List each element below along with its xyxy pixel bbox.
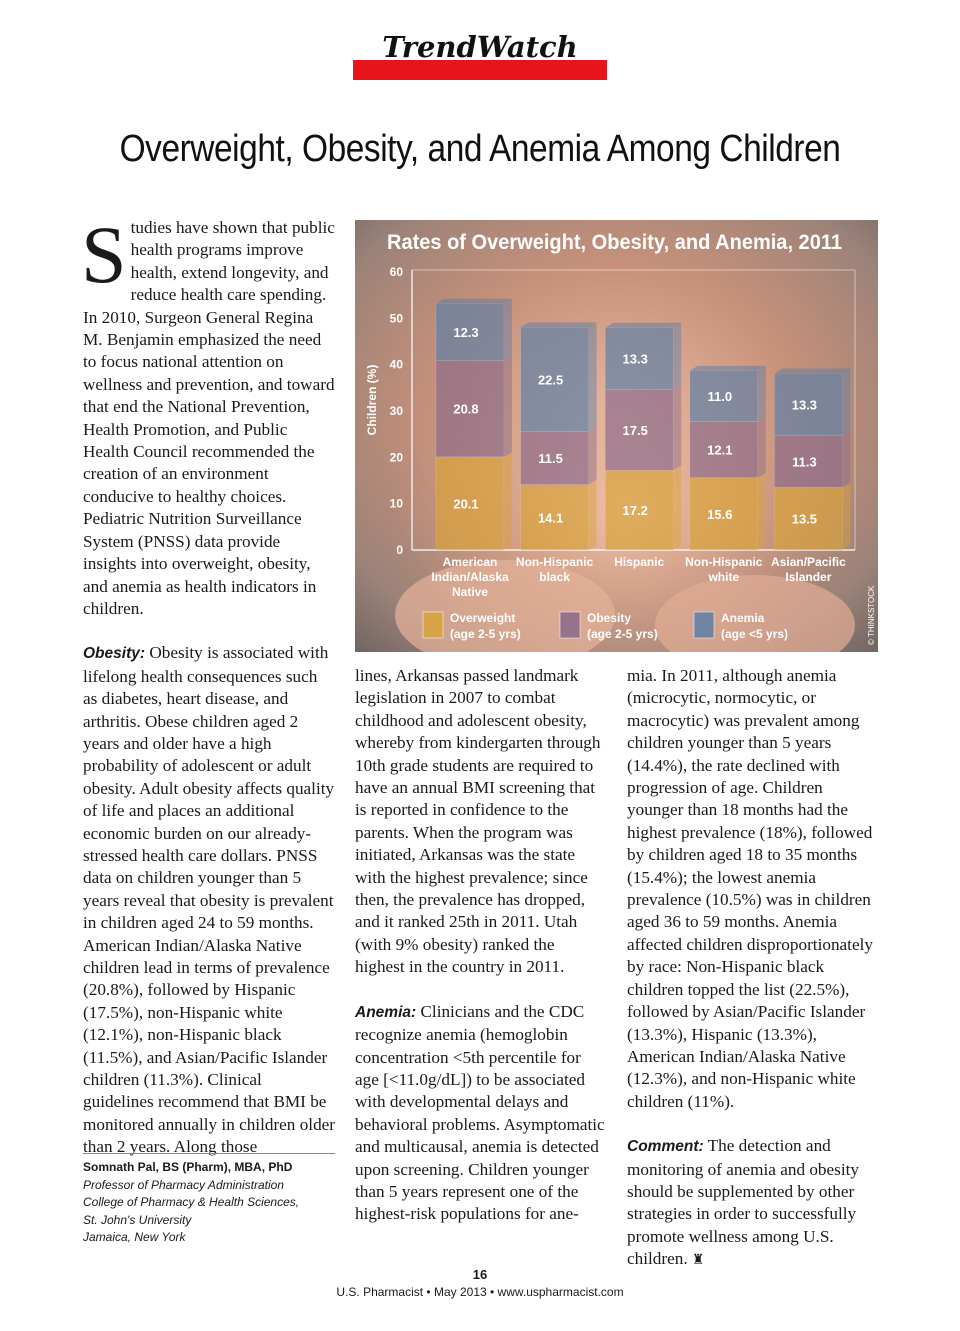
y-axis-label: Children (%) bbox=[365, 364, 379, 436]
drop-cap: S bbox=[81, 209, 127, 300]
x-category-label: American bbox=[442, 555, 498, 569]
x-category-label: Indian/Alaska bbox=[431, 570, 509, 584]
data-label-obesity: 11.3 bbox=[792, 454, 817, 470]
y-tick-label: 60 bbox=[389, 265, 403, 279]
data-label-overweight: 20.1 bbox=[453, 496, 479, 512]
bar-top-face bbox=[690, 366, 766, 371]
anemia-label: Anemia: bbox=[355, 1003, 417, 1021]
legend-swatch-obesity bbox=[560, 612, 580, 638]
x-category-label: Non-Hispanic bbox=[515, 555, 594, 569]
y-tick-label: 40 bbox=[389, 357, 403, 372]
legend-sublabel-anemia: (age <5 yrs) bbox=[721, 627, 789, 641]
arkansas-paragraph: lines, Arkansas passed landmark legislation in 2007 to combat childhood and adolescent obesity, whereby from kindergarten through 10th grade students are required to have an annual BMI screening that is reported in confidence to the parents. When the program was initiated, Arkansas was the state with the highest prevalence; since then, the prevalence has dropped, and it ranked 25th in 2011. Utah (with 9% obesity) ranked the highest in the country in 2011. bbox=[355, 666, 601, 977]
bar-side-anemia bbox=[758, 366, 766, 422]
end-mark: ♜ bbox=[691, 1253, 705, 1269]
obesity-paragraph bbox=[83, 642, 335, 1158]
y-tick-label: 50 bbox=[389, 311, 403, 326]
y-tick-label: 20 bbox=[389, 450, 403, 465]
x-category-label: Asian/Pacific bbox=[771, 555, 846, 569]
x-category-label: white bbox=[708, 570, 740, 584]
x-category-label: Native bbox=[451, 585, 489, 599]
author-location: Jamaica, New York bbox=[83, 1230, 186, 1244]
x-category-label: black bbox=[539, 570, 570, 584]
article-headline: Overweight, Obesity, and Anemia Among Children bbox=[119, 128, 841, 170]
author-name: Somnath Pal, BS (Pharm), MBA, PhD bbox=[83, 1160, 293, 1174]
y-tick-label: 30 bbox=[389, 404, 403, 418]
bar-side-overweight bbox=[758, 473, 766, 550]
bar-side-overweight bbox=[673, 466, 681, 550]
bar-side-anemia bbox=[589, 322, 597, 431]
obesity-text: Obesity is associated with lifelong health consequences such as diabetes, heart disease, and arthritis. Obese children aged 2 years and older have a high probability of adolescent or adult obesity. Adult obesity affects quality of life and places an additional economic burden on our already-stressed health care dollars. PNSS data on children younger than 5 years reveal that obesity is prevalent in children aged 24 to 59 months. American Indian/Alaska Native children lead in terms of prevalence (20.8%), followed by Hispanic (17.5%), non-Hispanic white (12.1%), non-Hispanic black (11.5%), and Asian/Pacific Islander children (11.3%). Clinical guidelines recommend that BMI be monitored annually in children older than 2 years. Along those bbox=[83, 643, 336, 1157]
legend-swatch-anemia bbox=[694, 612, 714, 638]
data-label-overweight: 14.1 bbox=[537, 510, 564, 526]
data-label-anemia: 13.3 bbox=[622, 351, 648, 367]
bar-side-anemia bbox=[673, 323, 681, 389]
chart-svg bbox=[355, 220, 878, 652]
author-title: Professor of Pharmacy Administration bbox=[83, 1177, 284, 1192]
x-category-label: Hispanic bbox=[614, 555, 665, 569]
section-title: TrendWatch bbox=[382, 30, 578, 64]
author-bio bbox=[83, 1153, 335, 1247]
y-tick-label: 10 bbox=[389, 496, 403, 511]
legend-label-obesity: Obesity bbox=[587, 611, 632, 625]
bar-side-obesity bbox=[589, 427, 597, 485]
anemia-continued-paragraph: mia. In 2011, although anemia (microcytic, normocytic, or macrocytic) was prevalent among children younger than 5 years (14.4%), the rate declined with progression of age. Children younger than 18 months had the highest prevalence (18%), followed by children aged 18 to 35 months (15.4%); the lowest anemia prevalence (10.5%) was in children aged 36 to 59 months. Anemia affected children disproportionately by race: Non-Hispanic black children topped the list (22.5%), followed by Asian/Pacific Islander (13.3%), Hispanic (13.3%), American Indian/Alaska Native (12.3%), and non-Hispanic white children (11%). bbox=[627, 666, 873, 1111]
section-header bbox=[353, 30, 607, 80]
bar-side-obesity bbox=[758, 417, 766, 478]
page-number: 16 bbox=[472, 1267, 488, 1282]
bar-side-overweight bbox=[504, 452, 512, 550]
comment-text: The detection and monitoring of anemia and obesity should be supplemented by other strategies in order to successfully promote wellness among U.S. children. bbox=[627, 1136, 859, 1269]
bar-side-obesity bbox=[504, 356, 512, 457]
data-label-anemia: 13.3 bbox=[791, 397, 818, 413]
legend-sublabel-overweight: (age 2-5 yrs) bbox=[450, 627, 521, 641]
data-label-obesity: 11.5 bbox=[538, 451, 563, 467]
chart-title: Rates of Overweight, Obesity, and Anemia, 2011 bbox=[387, 231, 843, 254]
legend-sublabel-obesity: (age 2-5 yrs) bbox=[587, 627, 658, 641]
bar-top-face bbox=[774, 369, 850, 374]
data-label-obesity: 17.5 bbox=[622, 422, 648, 438]
bar-top-face bbox=[521, 322, 597, 327]
photo-credit: © THINKSTOCK bbox=[867, 585, 876, 645]
data-label-anemia: 11.0 bbox=[707, 389, 733, 405]
legend-label-anemia: Anemia bbox=[721, 611, 765, 625]
bar-side-anemia bbox=[842, 369, 850, 435]
bar-side-overweight bbox=[842, 483, 850, 550]
anemia-text: Clinicians and the CDC recognize anemia (hemoglobin concentration <5th percentile for age [<11.0g/dL]) to be associated with developmental delays and behavioral problems. Asymptomatic and multicausal, anemia is detected upon screening. Children younger than 5 years represent one of the highest-risk populations for ane- bbox=[355, 1001, 605, 1224]
bar-side-obesity bbox=[842, 430, 850, 487]
rates-chart bbox=[355, 220, 878, 652]
bar-top-face bbox=[605, 323, 681, 328]
x-category-label: Islander bbox=[785, 570, 832, 584]
data-label-obesity: 12.1 bbox=[707, 442, 733, 458]
bar-side-obesity bbox=[673, 384, 681, 470]
data-label-overweight: 15.6 bbox=[707, 506, 733, 522]
footer-line: U.S. Pharmacist • May 2013 • www.uspharmacist.com bbox=[336, 1285, 624, 1299]
intro-paragraph bbox=[81, 209, 335, 620]
anemia-paragraph bbox=[355, 1001, 605, 1226]
y-tick-label: 0 bbox=[396, 543, 403, 557]
data-label-obesity: 20.8 bbox=[453, 401, 479, 417]
column-1 bbox=[81, 209, 336, 1159]
column-2 bbox=[355, 665, 605, 1226]
comment-label: Comment: bbox=[627, 1138, 704, 1156]
intro-text: tudies have shown that public health programs improve health, extend longevity, and reduce health care spending. In 2010, Surgeon General Regina M. Benjamin emphasized the need to focus national attention on wellness and prevention, and toward that end the National Prevention, Health Promotion, and Public Health Council recommended the creation of an environment conducive to healthy choices. Pediatric Nutrition Surveillance System (PNSS) data provide insights into overweight, obesity, and anemia as health indicators in children. bbox=[83, 218, 335, 618]
bar-side-overweight bbox=[589, 480, 597, 550]
author-university: St. John's University bbox=[83, 1212, 192, 1227]
data-label-overweight: 13.5 bbox=[791, 511, 818, 527]
author-college: College of Pharmacy & Health Sciences, bbox=[83, 1195, 300, 1209]
comment-paragraph bbox=[627, 1135, 879, 1272]
data-label-anemia: 22.5 bbox=[537, 372, 564, 388]
bar-top-face bbox=[436, 299, 512, 304]
data-label-overweight: 17.2 bbox=[622, 503, 648, 519]
column-3 bbox=[627, 665, 879, 1273]
legend-swatch-overweight bbox=[423, 612, 443, 638]
obesity-label: Obesity: bbox=[83, 645, 146, 663]
x-category-label: Non-Hispanic bbox=[685, 555, 763, 569]
legend-label-overweight: Overweight bbox=[450, 611, 516, 625]
bar-side-anemia bbox=[504, 299, 512, 361]
data-label-anemia: 12.3 bbox=[453, 325, 479, 341]
